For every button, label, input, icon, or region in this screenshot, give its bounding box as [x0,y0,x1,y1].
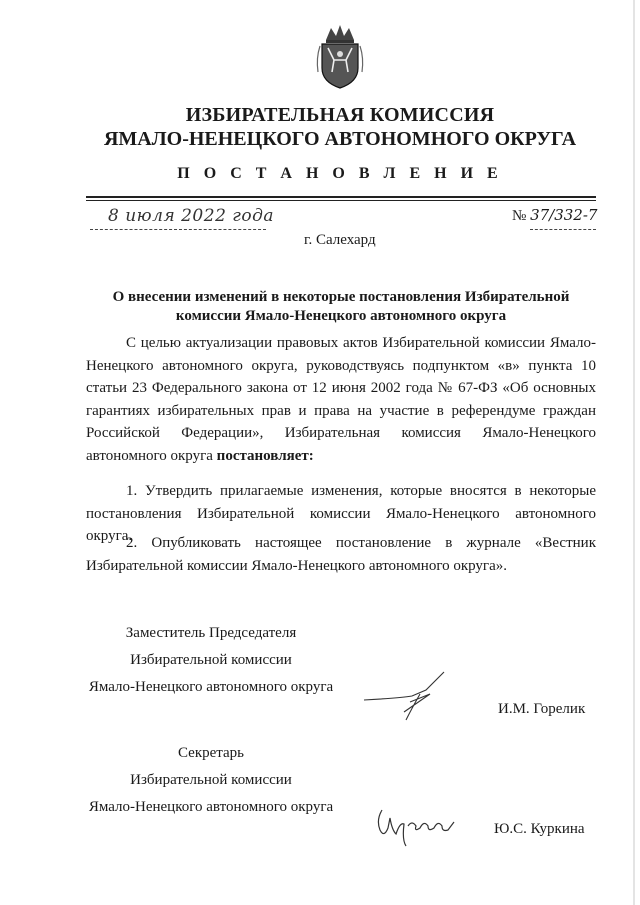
preamble-text: С целью актуализации правовых актов Избирательной комиссии Ямало-Ненецкого автономного округа, руководствуясь подпунктом «в» пункта 10 статьи 23 Федерального закона от 12 июня 2002 года № 67-ФЗ «Об основных гарантиях избирательных прав и права на участие в референдуме граждан Российской Федерации», Избирательная комиссия Ямало-Ненецкого автономного округа [86,335,596,464]
number-handwritten: 37/332-7 [530,206,598,224]
signatory-1-role-line1: Заместитель Председателя [125,625,297,641]
signatory-2-role-line3: Ямало-Ненецкого автономного округа [88,799,334,815]
number-label: № [512,208,527,224]
signatory-1-name: И.М. Горелик [498,701,586,717]
header-rule-thin [86,200,596,201]
item-1: 1. Утвердить прилагаемые изменения, которые вносятся в некоторые постановления Избирательной комиссии Ямало-Ненецкого автономного округа. [86,483,596,544]
signatory-2-role-line2: Избирательной комиссии [130,772,292,788]
org-title-line2: ЯМАЛО-НЕНЕЦКОГО АВТОНОМНОГО ОКРУГА [103,128,577,150]
document-number [512,206,597,225]
preamble-paragraph [86,332,596,467]
org-title-line1: ИЗБИРАТЕЛЬНАЯ КОМИССИЯ [185,104,495,126]
resolves-keyword: постановляет: [216,447,314,464]
signatory-2-role [86,740,336,821]
scan-edge [633,0,635,905]
date-underline [90,229,266,230]
signature-2-icon [372,800,462,850]
document-type: П О С Т А Н О В Л Е Н И Е [177,165,503,182]
place-of-issue: г. Салехард [304,232,376,248]
signature-1-icon [360,668,470,723]
signatory-2-name: Ю.С. Куркина [494,821,585,837]
signatory-2-role-line1: Секретарь [177,745,245,761]
signatory-1-role-line2: Избирательной комиссии [130,652,292,668]
coat-of-arms-icon [314,22,366,90]
signatory-1-role [86,620,336,701]
item-2: 2. Опубликовать настоящее постановление в журнале «Вестник Избирательной комиссии Ямало-Ненецкого автономного округа». [86,535,596,574]
header-rule [86,196,596,198]
date-handwritten: 8 июля 2022 года [108,206,275,226]
signatory-1-role-line3: Ямало-Ненецкого автономного округа [88,679,334,695]
document-title: О внесении изменений в некоторые постановления Избирательной комиссии Ямало-Ненецкого автономного округа [112,289,570,324]
number-underline [530,229,596,230]
